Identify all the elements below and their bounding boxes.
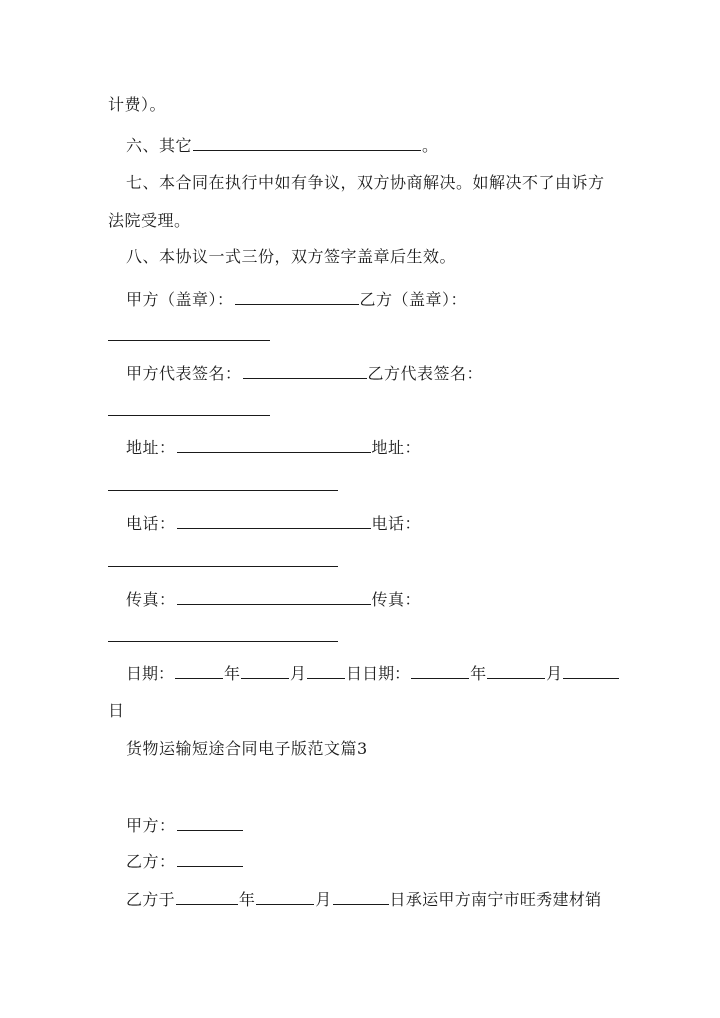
date-a-month-blank[interactable] — [241, 662, 289, 679]
party-b-rep-label: 乙方代表签名： — [367, 364, 484, 383]
section-title: 货物运输短途合同电子版范文篇3 — [126, 739, 368, 758]
party-b-seal-label: 乙方（盖章）： — [359, 290, 468, 309]
fax-b-label: 传真： — [371, 590, 422, 609]
contract3-party-a — [126, 814, 244, 837]
party-a-seal-blank[interactable] — [235, 288, 359, 305]
clause-8: 八、本协议一式三份，双方签字盖章后生效。 — [126, 247, 457, 266]
address-line — [126, 436, 421, 459]
party-a-rep-blank[interactable] — [243, 362, 367, 379]
phone-a-blank[interactable] — [177, 512, 371, 529]
date-b-year-blank[interactable] — [411, 662, 469, 679]
party-a-rep-label: 甲方代表签名： — [126, 364, 242, 383]
contract3-month-blank[interactable] — [256, 888, 314, 905]
contract3-party-b-blank[interactable] — [177, 850, 243, 867]
address-a-blank[interactable] — [177, 436, 371, 453]
fax-b-blank[interactable] — [108, 641, 338, 642]
date-b-day-blank[interactable] — [563, 662, 619, 679]
party-a-seal-label: 甲方（盖章）： — [126, 290, 234, 309]
address-b-blank[interactable] — [108, 490, 338, 491]
date-b-month-blank[interactable] — [487, 662, 545, 679]
phone-b-blank[interactable] — [108, 566, 338, 567]
phone-line — [126, 512, 421, 535]
seal-line — [126, 288, 467, 311]
fax-a-label: 传真： — [126, 590, 176, 609]
clause-6: 六、其它 。 — [126, 136, 439, 155]
contract3-day-blank[interactable] — [333, 888, 389, 905]
contract3-party-a-blank[interactable] — [177, 814, 243, 831]
clause-6-label: 六、其它 — [126, 136, 193, 155]
address-b-label: 地址： — [371, 438, 422, 457]
fax-a-blank[interactable] — [177, 588, 371, 605]
date-b-label: 日期： — [362, 664, 411, 683]
rep-line — [126, 362, 483, 385]
clause-7-line-1: 七、本合同在执行中如有争议，双方协商解决。如解决不了由诉方 — [126, 173, 605, 192]
fax-line — [126, 588, 421, 611]
party-b-rep-blank[interactable] — [108, 415, 270, 416]
contract3-party-a-label: 甲方： — [126, 816, 176, 835]
contract3-party-b — [126, 850, 244, 873]
contract3-intro: 乙方于 年 月 日承运甲方南宁市旺秀建材销 — [126, 890, 602, 909]
date-a-year-blank[interactable] — [175, 662, 223, 679]
phone-a-label: 电话： — [126, 514, 176, 533]
contract3-year-blank[interactable] — [176, 888, 238, 905]
address-a-label: 地址： — [126, 438, 176, 457]
date-b-day-label: 日 — [108, 701, 125, 720]
para-continuation: 计费）。 — [108, 95, 167, 114]
date-a-label: 日期： — [126, 664, 175, 683]
party-b-seal-blank[interactable] — [108, 340, 270, 341]
contract3-party-b-label: 乙方： — [126, 852, 176, 871]
clause-7-line-2: 法院受理。 — [108, 211, 191, 230]
clause-6-blank[interactable] — [193, 134, 421, 151]
phone-b-label: 电话： — [371, 514, 422, 533]
date-line: 日期： 年 月 日日期： 年 月 — [126, 662, 620, 685]
date-a-day-blank[interactable] — [307, 662, 345, 679]
